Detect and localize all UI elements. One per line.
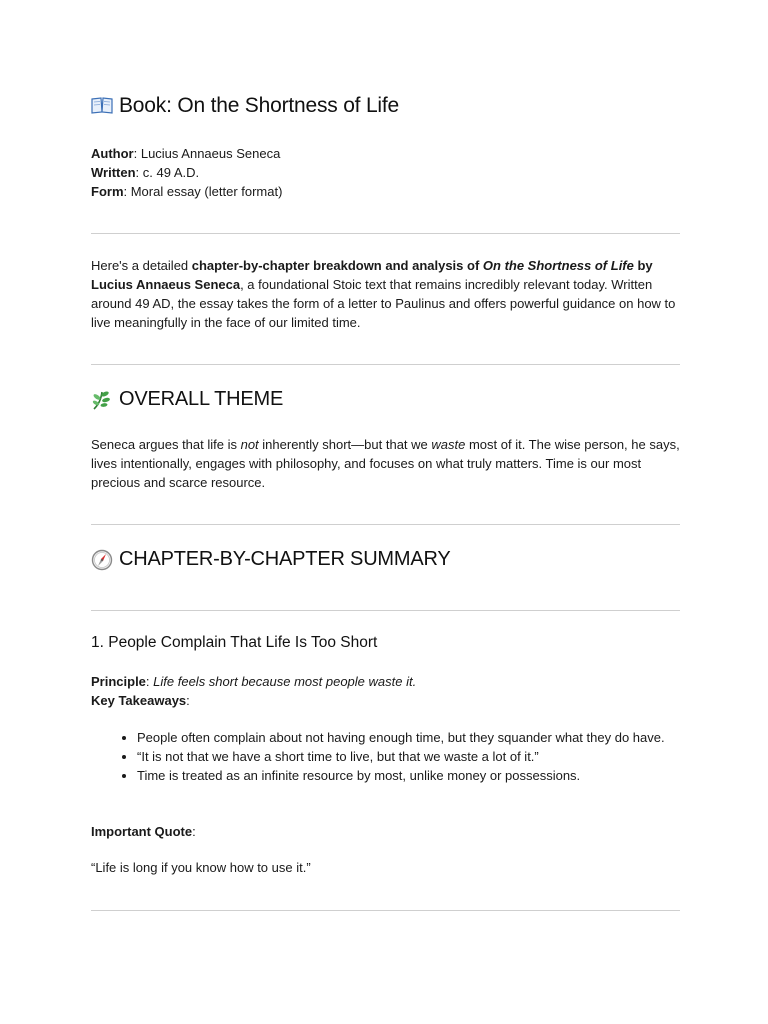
written-label: Written — [91, 165, 136, 180]
form-line — [91, 182, 282, 201]
book-title: Book: On the Shortness of Life — [119, 94, 400, 117]
theme-heading — [91, 388, 283, 411]
theme-text: inherently short—but that we — [258, 437, 432, 452]
theme-text: Seneca argues that life is — [91, 437, 241, 452]
summary-title: CHAPTER-BY-CHAPTER SUMMARY — [119, 548, 451, 570]
intro-paragraph — [91, 256, 680, 332]
written-value: : c. 49 A.D. — [135, 165, 200, 180]
quote-label: Important Quote — [91, 824, 193, 839]
principle-separator: : — [145, 674, 154, 689]
takeaways-label: Key Takeaways — [91, 693, 187, 708]
chapter-1-title: 1. People Complain That Life Is Too Short — [91, 634, 378, 651]
intro-text-rest: , a foundational Stoic text that remains incredibly relevant today. Written around 49 AD, the essay takes the form of a letter to Paulinus and offers powerful guidance on how to live meaningfully in the face of our limited time. — [91, 277, 676, 330]
author-line — [91, 144, 282, 163]
herb-icon — [91, 389, 113, 411]
important-quote-heading — [91, 822, 680, 841]
chapter-1-principle — [91, 672, 680, 691]
intro-book-title: On the Shortness of Life — [482, 258, 634, 273]
list-item: • Time is treated as an infinite resource by most, unlike money or possessions. — [137, 766, 680, 785]
intro-text: Here's a detailed — [91, 258, 192, 273]
open-book-icon — [91, 95, 113, 117]
takeaways-list — [91, 728, 680, 785]
quote-separator: : — [192, 824, 196, 839]
chapter-1-takeaways-heading — [91, 691, 680, 710]
form-label: Form — [91, 184, 124, 199]
book-heading — [91, 94, 399, 118]
divider — [91, 364, 680, 365]
divider — [91, 524, 680, 525]
intro-author-bold: by Lucius Annaeus Seneca — [91, 258, 653, 292]
compass-icon — [91, 549, 113, 571]
divider — [91, 610, 680, 611]
divider — [91, 910, 680, 911]
list-item: • People often complain about not having enough time, but they squander what they do have. — [137, 728, 680, 747]
intro-bold-text: chapter-by-chapter breakdown and analysis of — [191, 258, 483, 273]
author-value: : Lucius Annaeus Seneca — [133, 146, 281, 161]
author-label: Author — [91, 146, 134, 161]
theme-title: OVERALL THEME — [119, 388, 284, 410]
form-value: : Moral essay (letter format) — [123, 184, 283, 199]
theme-emphasis: waste — [431, 437, 466, 452]
summary-heading — [91, 548, 451, 571]
principle-label: Principle — [91, 674, 146, 689]
important-quote: “Life is long if you know how to use it.” — [91, 860, 311, 875]
theme-emphasis: not — [240, 437, 259, 452]
principle-text: Life feels short because most people waste it. — [153, 674, 417, 689]
list-item: • “It is not that we have a short time to live, but that we waste a lot of it.” — [137, 747, 680, 766]
written-line — [91, 163, 282, 182]
divider — [91, 233, 680, 234]
book-metadata — [91, 144, 282, 201]
theme-text: most of it. The wise person, he says, lives intentionally, engages with philosophy, and focuses on what truly matters. Time is our most precious and scarce resource. — [91, 437, 680, 490]
takeaways-separator: : — [186, 693, 190, 708]
theme-paragraph — [91, 435, 680, 492]
